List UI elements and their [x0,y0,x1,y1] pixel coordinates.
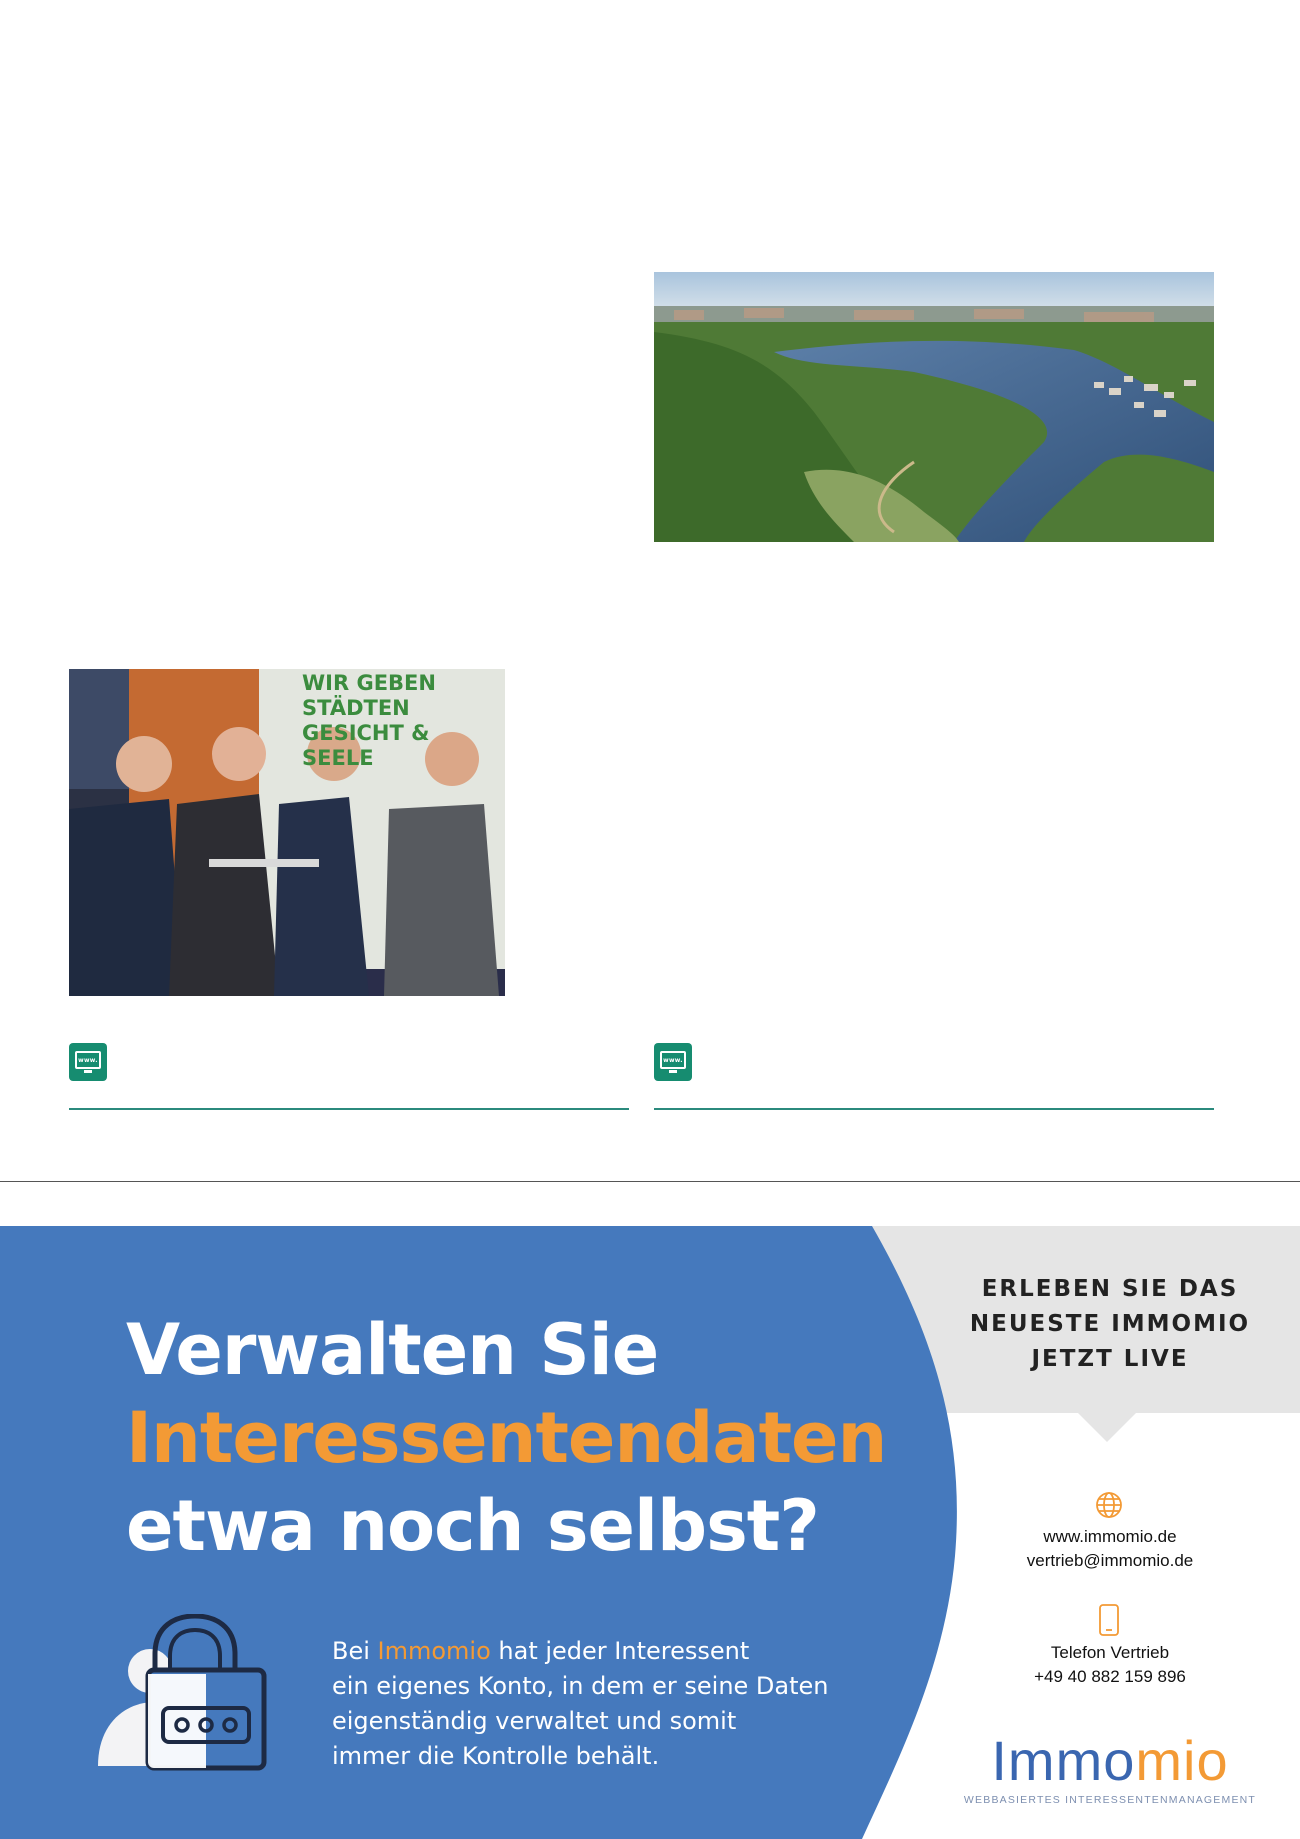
www-icon-label: www. [78,1056,98,1064]
www-icon-label: www. [663,1056,683,1064]
logo-tagline: WEBBASIERTES INTERESSENTENMANAGEMENT [963,1794,1257,1806]
web-contact [960,1525,1260,1573]
section-divider [69,1108,629,1110]
body-line-2: ein eigenes Konto, in dem er seine Daten [332,1672,829,1700]
award-ceremony-photo [69,669,505,996]
logo-part-1: Immo [991,1729,1136,1792]
website-link[interactable]: www.immomio.de [1043,1527,1177,1546]
aerial-lake-photo [654,272,1214,542]
body-line-1 [332,1634,852,1669]
banner-line: SEELE [302,746,374,770]
headline-line-3: etwa noch selbst? [126,1485,819,1567]
www-link-icon[interactable] [69,1043,107,1081]
email-link[interactable]: vertrieb@immomio.de [1026,1551,1194,1570]
globe-icon [1094,1490,1124,1520]
cta-line-3: JETZT LIVE [1031,1346,1189,1372]
headline-line-1: Verwalten Sie [126,1309,659,1391]
cta-text [936,1272,1284,1377]
ad-body-text [332,1634,852,1774]
section-divider [654,1108,1214,1110]
body-line-1-rest: hat jeder Interessent [490,1637,750,1665]
cta-line-2: NEUESTE IMMOMIO [969,1311,1251,1337]
banner-line: STÄDTEN [302,696,410,720]
user-lock-icon [95,1614,275,1774]
body-prefix: Bei [332,1637,378,1665]
phone-label: Telefon Vertrieb [1050,1643,1170,1662]
logo-part-2: mio [1135,1729,1229,1792]
immomio-logo [960,1728,1260,1793]
headline-line-2: Interessentendaten [126,1397,887,1479]
page-divider [0,1181,1300,1182]
body-brand: Immomio [377,1637,491,1665]
cta-line-1: ERLEBEN SIE DAS [981,1276,1239,1302]
ad-headline [126,1306,886,1570]
body-line-3: eigenständig verwaltet und somit [332,1707,737,1735]
phone-icon [1098,1603,1120,1637]
banner-line: WIR GEBEN [302,671,436,695]
banner-text [302,671,436,771]
phone-contact [960,1641,1260,1689]
immomio-advertisement [0,1226,1300,1839]
banner-line: GESICHT & [302,721,430,745]
www-link-icon[interactable] [654,1043,692,1081]
phone-number[interactable]: +49 40 882 159 896 [1034,1667,1186,1686]
body-line-4: immer die Kontrolle behält. [332,1742,660,1770]
